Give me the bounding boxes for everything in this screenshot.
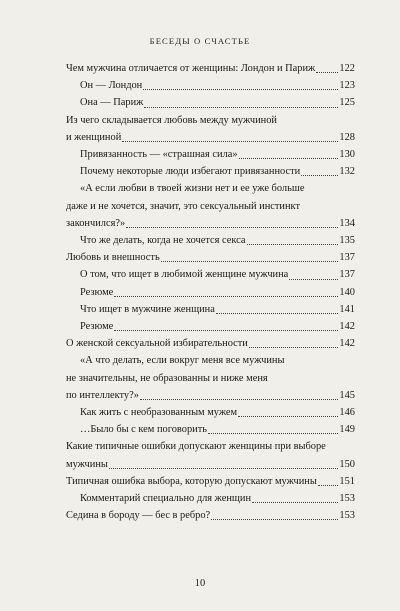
toc-page-number: 149 <box>339 424 355 436</box>
toc-page-number: 123 <box>339 80 355 92</box>
page-number: 10 <box>194 578 206 589</box>
toc-entry-title: Он — Лондон <box>80 80 143 92</box>
toc-entry-title: О женской сексуальной избирательности <box>66 338 248 350</box>
toc-page-number: 153 <box>339 493 355 505</box>
toc-entry-title: Почему некоторые люди избегают привязанности <box>80 166 301 178</box>
dot-leader <box>249 347 339 348</box>
toc-entry <box>66 163 355 180</box>
toc-entry-title: Седина в бороду — бес в ребро? <box>66 510 211 522</box>
dot-leader <box>318 485 339 486</box>
toc-page-number: 142 <box>339 338 355 350</box>
toc-entry <box>66 507 355 524</box>
toc-entry-title: …Было бы с кем поговорить <box>80 424 207 436</box>
toc-entry <box>66 301 355 318</box>
table-of-contents <box>66 60 355 524</box>
toc-page-number: 137 <box>339 269 355 281</box>
toc-entry <box>66 438 355 472</box>
toc-entry-title-line: не значительны, не образованны и ниже меня <box>66 372 268 384</box>
running-head: БЕСЕДЫ О СЧАСТЬЕ <box>149 36 251 46</box>
dot-leader <box>109 468 339 469</box>
toc-page-number: 142 <box>339 321 355 333</box>
dot-leader <box>301 175 338 176</box>
toc-page-number: 130 <box>339 149 355 161</box>
dot-leader <box>216 313 339 314</box>
toc-entry-title-line: Из чего складывается любовь между мужчиной <box>66 114 277 126</box>
dot-leader <box>211 519 338 520</box>
toc-entry <box>66 232 355 249</box>
toc-entry <box>66 318 355 335</box>
toc-entry-title-line: даже и не хочется, значит, это сексуальный инстинкт <box>66 200 301 212</box>
dot-leader <box>239 158 339 159</box>
toc-entry <box>66 352 355 404</box>
dot-leader <box>289 279 338 280</box>
dot-leader <box>122 141 338 142</box>
dot-leader <box>316 72 338 73</box>
dot-leader <box>126 227 338 228</box>
toc-entry <box>66 60 355 77</box>
dot-leader <box>140 399 338 400</box>
toc-entry <box>66 473 355 490</box>
toc-page-number: 150 <box>339 458 355 470</box>
toc-entry-title: Она — Париж <box>80 97 144 109</box>
dot-leader <box>208 433 338 434</box>
toc-entry <box>66 77 355 94</box>
toc-entry-title-line: закончился?» <box>66 217 126 229</box>
toc-entry <box>66 249 355 266</box>
toc-entry-title: Чем мужчина отличается от женщины: Лондон и Париж <box>66 63 316 74</box>
toc-entry <box>66 266 355 283</box>
toc-page-number: 125 <box>339 97 355 109</box>
toc-page-number: 135 <box>339 235 355 247</box>
toc-entry-title: Что же делать, когда не хочется секса <box>80 235 246 247</box>
toc-entry-title: Что ищет в мужчине женщина <box>80 303 215 315</box>
toc-entry <box>66 180 355 232</box>
dot-leader <box>238 416 338 417</box>
toc-page-number: 146 <box>339 407 355 419</box>
toc-entry-title-line: по интеллекту?» <box>66 389 139 401</box>
dot-leader <box>252 502 338 503</box>
toc-entry <box>66 421 355 438</box>
toc-entry <box>66 94 355 111</box>
toc-entry-title-line: «А что делать, если вокруг меня все мужчины <box>80 355 285 367</box>
toc-page-number: 137 <box>339 252 355 264</box>
toc-entry-title: Как жить с необразованным мужем <box>80 407 238 419</box>
toc-entry-title-line: Какие типичные ошибки допускают женщины при выборе <box>66 441 326 453</box>
dot-leader <box>247 244 339 245</box>
toc-entry-title: Привязанность — «страшная сила» <box>80 149 238 161</box>
toc-entry-title-line: мужчины <box>66 458 108 470</box>
toc-entry <box>66 490 355 507</box>
dot-leader <box>114 296 338 297</box>
toc-entry-title: О том, что ищет в любимой женщине мужчина <box>80 269 289 281</box>
toc-page-number: 153 <box>339 510 355 522</box>
toc-page-number: 134 <box>339 217 355 229</box>
toc-entry-title: Типичная ошибка выбора, которую допускают мужчины <box>66 475 317 487</box>
toc-page-number: 145 <box>339 389 355 401</box>
toc-entry-title: Резюме <box>80 286 114 298</box>
toc-entry <box>66 404 355 421</box>
toc-entry-title: Комментарий специально для женщин <box>80 493 251 505</box>
toc-page-number: 132 <box>339 166 355 178</box>
toc-entry <box>66 335 355 352</box>
toc-entry-title-line: «А если любви в твоей жизни нет и ее уже больше <box>80 183 305 195</box>
toc-entry-title-line: и женщиной <box>66 131 122 143</box>
toc-entry-title: Резюме <box>80 321 114 333</box>
dot-leader <box>143 89 338 90</box>
toc-entry-title: Любовь и внешность <box>66 252 160 264</box>
dot-leader <box>144 107 338 108</box>
toc-entry <box>66 284 355 301</box>
toc-page-number: 128 <box>339 131 355 143</box>
dot-leader <box>161 261 339 262</box>
toc-page-number: 122 <box>339 63 355 74</box>
dot-leader <box>114 330 338 331</box>
toc-entry <box>66 112 355 146</box>
toc-page-number: 151 <box>339 475 355 487</box>
toc-entry <box>66 146 355 163</box>
toc-page-number: 141 <box>339 303 355 315</box>
toc-page-number: 140 <box>339 286 355 298</box>
